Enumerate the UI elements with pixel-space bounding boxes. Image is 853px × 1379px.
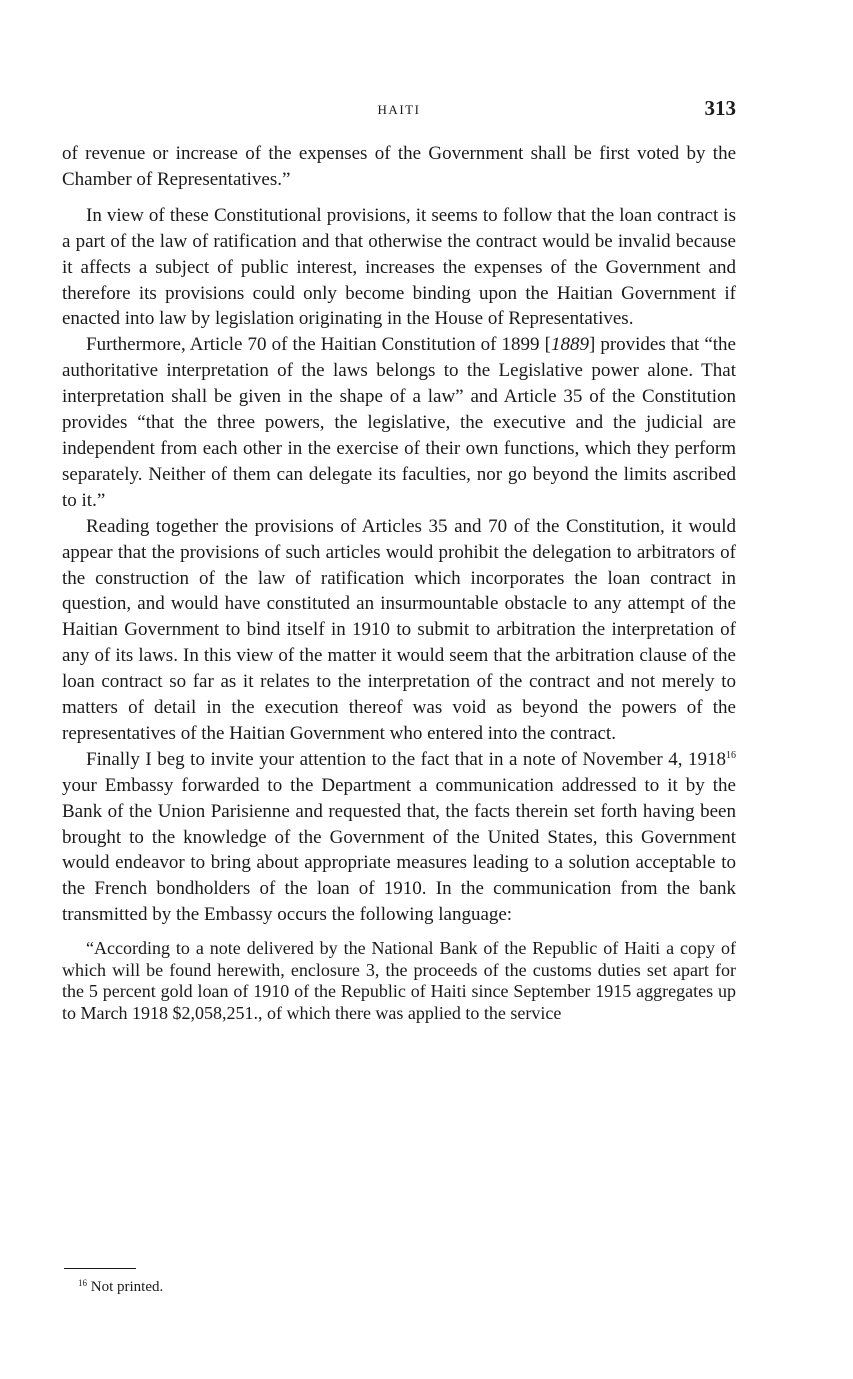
- footnote-reference[interactable]: 16: [726, 749, 736, 761]
- paragraph-article-70-start: Furthermore, Article 70 of the Haitian Constitution of 1899 [: [86, 334, 551, 356]
- paragraph-finally-rest: your Embassy forwarded to the Department a communication addressed to it by the Bank of the Union Parisienne and requested that, the facts therein set forth having been brought to the knowledge of the Government of the United States, this Government would endeavor to bring about appropriate measures leading to a solution acceptable to the French bondholders of the loan of 1910. In the communication from the bank transmitted by the Embassy occurs the following language:: [62, 774, 736, 926]
- page-number: 313: [704, 96, 736, 120]
- footnote-text: Not printed.: [90, 1279, 164, 1295]
- paragraph-continued: of revenue or increase of the expenses of the Government shall be first voted by the Chamber of Representatives.”: [62, 143, 736, 190]
- block-quote: “According to a note delivered by the National Bank of the Republic of Haiti a copy of which will be found herewith, enclosure 3, the proceeds of the customs duties set apart for the 5 percent gold loan of 1910 of the Republic of Haiti since September 1915 aggregates up to March 1918 $2,058,251., of which there was applied to the service: [62, 938, 736, 1023]
- paragraph-article-70: [62, 332, 736, 513]
- footnote-divider: [64, 1268, 136, 1269]
- paragraph-finally-start: Finally I beg to invite your attention to the fact that in a note of November 4, 1918: [86, 748, 726, 770]
- corrected-year: 1889: [550, 334, 589, 356]
- paragraph-finally: [62, 747, 736, 928]
- paragraph-constitutional-provisions: In view of these Constitutional provisions, it seems to follow that the loan contract is a part of the law of ratification and that otherwise the contract would be invalid because it affects a subject of public interest, increases the expenses of the Government and therefore its provisions could only become binding upon the Haitian Government if enacted into law by legislation originating in the House of Representatives.: [62, 204, 736, 330]
- body-text: [62, 141, 736, 1024]
- footnote: [78, 1278, 163, 1296]
- footnote-number: 16: [78, 1278, 87, 1288]
- page-header: [62, 96, 736, 126]
- running-title: HAITI: [377, 102, 421, 117]
- paragraph-article-70-rest: ] provides that “the authoritative interpretation of the laws belongs to the Legislative power alone. That interpretation shall be given in the shape of a law” and Article 35 of the Constitution provides “that the three powers, the legislative, the executive and the judicial are independent from each other in the exercise of their own functions, which they perform separately. Neither of them can delegate its faculties, nor go beyond the limits ascribed to it.”: [62, 334, 736, 511]
- paragraph-articles-35-70: Reading together the provisions of Articles 35 and 70 of the Constitution, it would appear that the provisions of such articles would prohibit the delegation to arbitrators of the construction of the law of ratification which incorporates the loan contract in question, and would have constituted an insurmountable obstacle to any attempt of the Haitian Government to bind itself in 1910 to submit to arbitration the interpretation of any of its laws. In this view of the matter it would seem that the arbitration clause of the loan contract so far as it relates to the interpretation of the contract and not merely to matters of detail in the execution thereof was void as beyond the powers of the representatives of the Haitian Government who entered into the contract.: [62, 515, 736, 744]
